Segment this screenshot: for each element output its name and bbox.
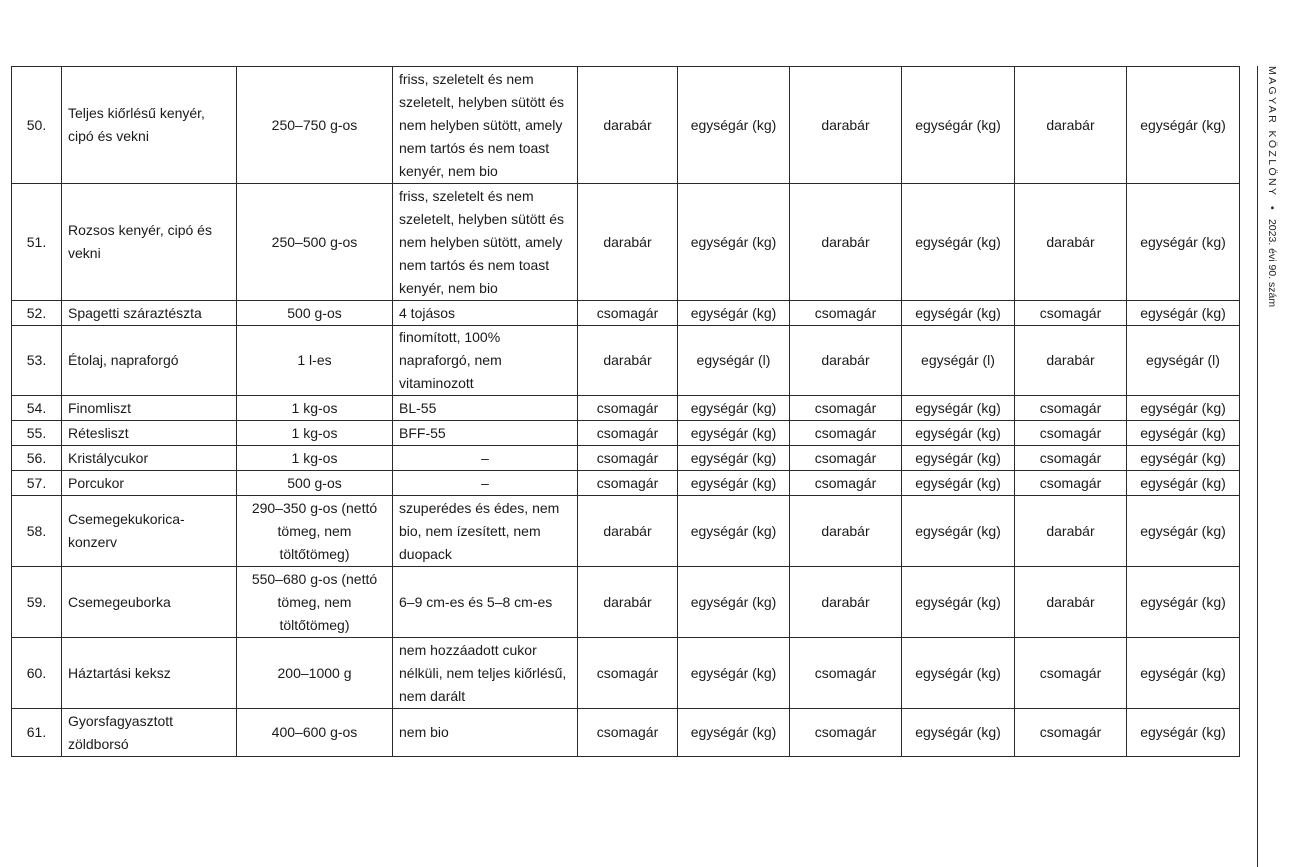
- price-type-1: darabár: [578, 184, 678, 301]
- price-type-2: csomagár: [790, 301, 902, 326]
- package-size: 250–500 g-os: [237, 184, 393, 301]
- price-type-1: csomagár: [578, 709, 678, 757]
- unit-price-2: egységár (kg): [902, 638, 1015, 709]
- unit-price-2: egységár (kg): [902, 709, 1015, 757]
- unit-price-3: egységár (kg): [1127, 496, 1240, 567]
- unit-price-2: egységár (kg): [902, 567, 1015, 638]
- price-type-3: darabár: [1015, 326, 1127, 396]
- table-row: [12, 709, 1240, 757]
- table-body: [12, 67, 1240, 757]
- price-type-2: csomagár: [790, 396, 902, 421]
- unit-price-3: egységár (kg): [1127, 184, 1240, 301]
- product-name: Finomliszt: [62, 396, 237, 421]
- product-description: 4 tojásos: [393, 301, 578, 326]
- row-number: 56.: [12, 446, 62, 471]
- package-size: 500 g-os: [237, 471, 393, 496]
- unit-price-1: egységár (kg): [678, 396, 790, 421]
- package-size: 1 kg-os: [237, 446, 393, 471]
- package-size: 550–680 g-os (nettó tömeg, nem töltőtömeg): [237, 567, 393, 638]
- product-name: Háztartási keksz: [62, 638, 237, 709]
- table-row: [12, 396, 1240, 421]
- price-type-1: csomagár: [578, 421, 678, 446]
- unit-price-3: egységár (kg): [1127, 567, 1240, 638]
- price-type-2: csomagár: [790, 471, 902, 496]
- unit-price-1: egységár (kg): [678, 446, 790, 471]
- unit-price-2: egységár (kg): [902, 184, 1015, 301]
- product-description: BL-55: [393, 396, 578, 421]
- price-table-container: [11, 66, 1240, 757]
- unit-price-3: egységár (l): [1127, 326, 1240, 396]
- margin-rule: [1257, 66, 1258, 867]
- price-type-1: csomagár: [578, 638, 678, 709]
- price-type-3: csomagár: [1015, 396, 1127, 421]
- unit-price-3: egységár (kg): [1127, 471, 1240, 496]
- unit-price-3: egységár (kg): [1127, 446, 1240, 471]
- product-description: finomított, 100% napraforgó, nem vitaminozott: [393, 326, 578, 396]
- price-type-1: darabár: [578, 567, 678, 638]
- product-description: friss, szeletelt és nem szeletelt, helyben sütött és nem helyben sütött, amely nem tartós és nem toast kenyér, nem bio: [393, 184, 578, 301]
- product-description: friss, szeletelt és nem szeletelt, helyben sütött és nem helyben sütött, amely nem tartós és nem toast kenyér, nem bio: [393, 67, 578, 184]
- unit-price-2: egységár (kg): [902, 496, 1015, 567]
- unit-price-2: egységár (l): [902, 326, 1015, 396]
- package-size: 1 l-es: [237, 326, 393, 396]
- row-number: 59.: [12, 567, 62, 638]
- price-type-2: darabár: [790, 326, 902, 396]
- table-row: [12, 496, 1240, 567]
- row-number: 51.: [12, 184, 62, 301]
- price-type-1: csomagár: [578, 471, 678, 496]
- price-type-1: csomagár: [578, 446, 678, 471]
- package-size: 1 kg-os: [237, 396, 393, 421]
- row-number: 58.: [12, 496, 62, 567]
- row-number: 55.: [12, 421, 62, 446]
- product-name: Kristálycukor: [62, 446, 237, 471]
- price-type-1: csomagár: [578, 301, 678, 326]
- price-type-3: darabár: [1015, 67, 1127, 184]
- unit-price-3: egységár (kg): [1127, 421, 1240, 446]
- unit-price-1: egységár (kg): [678, 421, 790, 446]
- product-name: Porcukor: [62, 471, 237, 496]
- price-type-3: csomagár: [1015, 446, 1127, 471]
- price-type-2: darabár: [790, 67, 902, 184]
- product-name: Rozsos kenyér, cipó és vekni: [62, 184, 237, 301]
- row-number: 53.: [12, 326, 62, 396]
- price-type-2: darabár: [790, 184, 902, 301]
- price-type-3: csomagár: [1015, 301, 1127, 326]
- unit-price-1: egységár (l): [678, 326, 790, 396]
- table-row: [12, 301, 1240, 326]
- unit-price-2: egységár (kg): [902, 471, 1015, 496]
- unit-price-2: egységár (kg): [902, 396, 1015, 421]
- unit-price-3: egységár (kg): [1127, 396, 1240, 421]
- publication-name: MAGYAR KÖZLÖNY: [1266, 66, 1278, 198]
- package-size: 250–750 g-os: [237, 67, 393, 184]
- price-type-3: darabár: [1015, 567, 1127, 638]
- unit-price-3: egységár (kg): [1127, 301, 1240, 326]
- package-size: 1 kg-os: [237, 421, 393, 446]
- row-number: 52.: [12, 301, 62, 326]
- row-number: 57.: [12, 471, 62, 496]
- unit-price-1: egységár (kg): [678, 496, 790, 567]
- product-name: Rétesliszt: [62, 421, 237, 446]
- product-name: Spagetti száraztészta: [62, 301, 237, 326]
- issue-number: 2023. évi 90. szám: [1266, 218, 1278, 308]
- price-type-2: csomagár: [790, 446, 902, 471]
- table-row: [12, 638, 1240, 709]
- table-row: [12, 421, 1240, 446]
- product-description: nem hozzáadott cukor nélküli, nem teljes kiőrlésű, nem darált: [393, 638, 578, 709]
- table-row: [12, 184, 1240, 301]
- package-size: 500 g-os: [237, 301, 393, 326]
- row-number: 60.: [12, 638, 62, 709]
- product-description: –: [393, 446, 578, 471]
- unit-price-2: egységár (kg): [902, 67, 1015, 184]
- product-description: BFF-55: [393, 421, 578, 446]
- price-type-3: darabár: [1015, 184, 1127, 301]
- price-type-3: csomagár: [1015, 471, 1127, 496]
- product-description: –: [393, 471, 578, 496]
- price-type-1: darabár: [578, 326, 678, 396]
- unit-price-1: egységár (kg): [678, 67, 790, 184]
- price-type-3: csomagár: [1015, 638, 1127, 709]
- table-row: [12, 326, 1240, 396]
- price-type-1: darabár: [578, 67, 678, 184]
- unit-price-1: egységár (kg): [678, 567, 790, 638]
- product-description: szuperédes és édes, nem bio, nem ízesített, nem duopack: [393, 496, 578, 567]
- unit-price-3: egységár (kg): [1127, 709, 1240, 757]
- package-size: 290–350 g-os (nettó tömeg, nem töltőtömeg): [237, 496, 393, 567]
- unit-price-3: egységár (kg): [1127, 638, 1240, 709]
- package-size: 200–1000 g: [237, 638, 393, 709]
- price-type-2: darabár: [790, 496, 902, 567]
- separator-bullet: •: [1266, 206, 1278, 211]
- row-number: 61.: [12, 709, 62, 757]
- unit-price-1: egységár (kg): [678, 709, 790, 757]
- product-name: Gyorsfagyasztott zöldborsó: [62, 709, 237, 757]
- row-number: 50.: [12, 67, 62, 184]
- unit-price-1: egységár (kg): [678, 301, 790, 326]
- product-name: Teljes kiőrlésű kenyér, cipó és vekni: [62, 67, 237, 184]
- price-type-3: darabár: [1015, 496, 1127, 567]
- product-description: nem bio: [393, 709, 578, 757]
- package-size: 400–600 g-os: [237, 709, 393, 757]
- table-row: [12, 471, 1240, 496]
- table-row: [12, 67, 1240, 184]
- price-type-2: csomagár: [790, 638, 902, 709]
- price-type-2: darabár: [790, 567, 902, 638]
- price-type-2: csomagár: [790, 709, 902, 757]
- unit-price-3: egységár (kg): [1127, 67, 1240, 184]
- unit-price-1: egységár (kg): [678, 638, 790, 709]
- unit-price-1: egységár (kg): [678, 184, 790, 301]
- price-type-1: csomagár: [578, 396, 678, 421]
- price-type-1: darabár: [578, 496, 678, 567]
- product-name: Csemegekukorica-konzerv: [62, 496, 237, 567]
- price-table: [11, 66, 1240, 757]
- price-type-2: csomagár: [790, 421, 902, 446]
- unit-price-2: egységár (kg): [902, 421, 1015, 446]
- unit-price-2: egységár (kg): [902, 446, 1015, 471]
- row-number: 54.: [12, 396, 62, 421]
- running-head: [1266, 66, 1278, 307]
- product-name: Csemegeuborka: [62, 567, 237, 638]
- unit-price-1: egységár (kg): [678, 471, 790, 496]
- price-type-3: csomagár: [1015, 421, 1127, 446]
- product-name: Étolaj, napraforgó: [62, 326, 237, 396]
- product-description: 6–9 cm-es és 5–8 cm-es: [393, 567, 578, 638]
- price-type-3: csomagár: [1015, 709, 1127, 757]
- table-row: [12, 567, 1240, 638]
- table-row: [12, 446, 1240, 471]
- unit-price-2: egységár (kg): [902, 301, 1015, 326]
